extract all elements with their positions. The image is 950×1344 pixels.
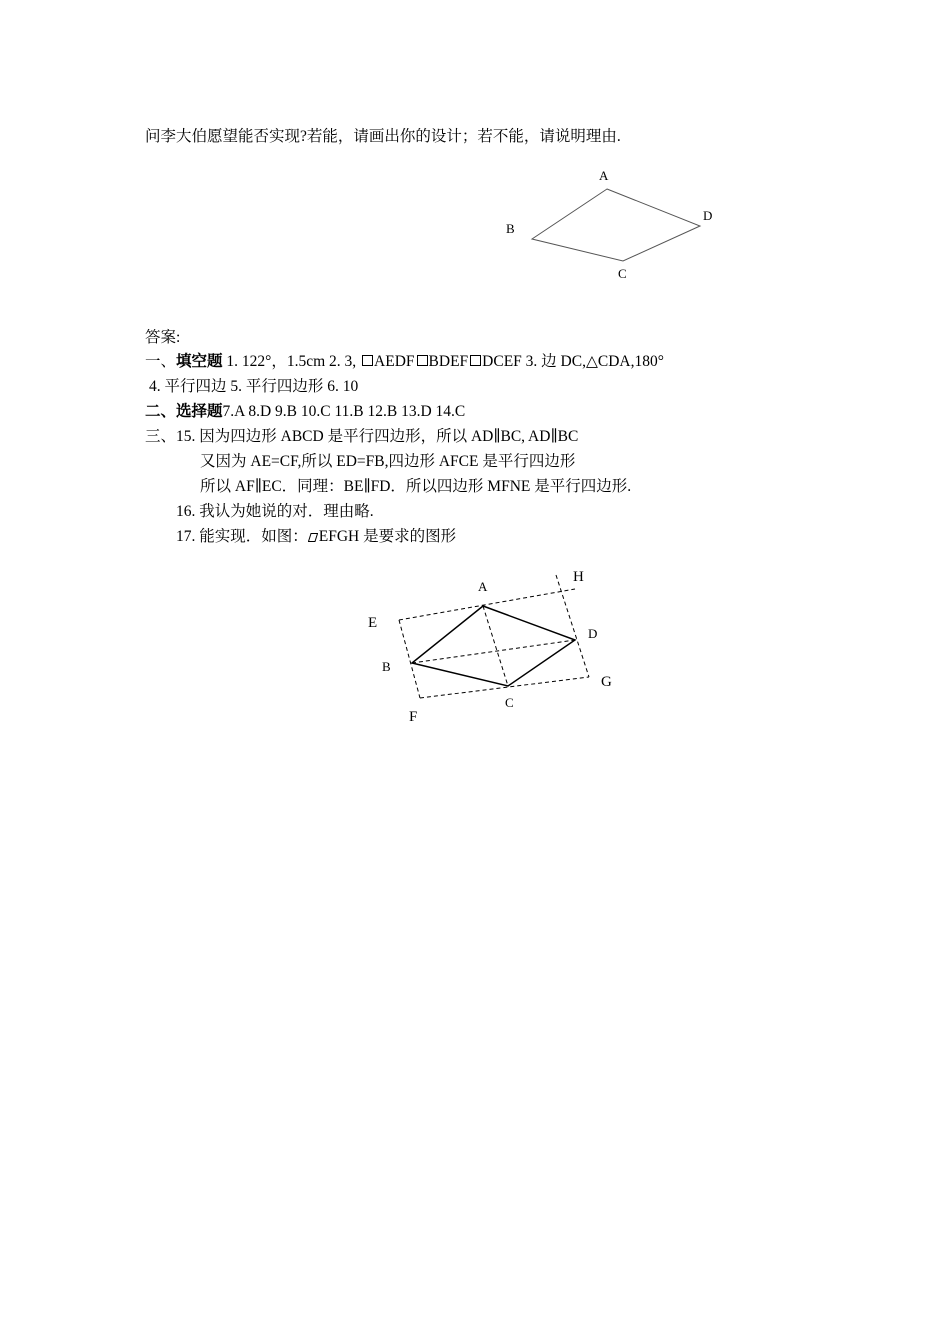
parallelogram-icon xyxy=(308,533,318,542)
construction-figure xyxy=(360,560,630,730)
parallelogram-symbol xyxy=(417,355,428,366)
quadrilateral-figure xyxy=(495,160,725,290)
parallelogram-bdef: BDEF xyxy=(428,353,469,370)
label-c: C xyxy=(505,695,514,710)
answer-15-line-3: 所以 AF∥EC．同理：BE∥FD．所以四边形 MFNE 是平行四边形. xyxy=(200,478,632,495)
vertex-label-d: D xyxy=(703,208,713,223)
quadrilateral-outline xyxy=(532,189,700,261)
answer-17-rest: EFGH 是要求的图形 xyxy=(318,528,457,545)
parallelogram-symbol xyxy=(362,355,373,366)
label-b: B xyxy=(382,659,391,674)
answer-15-line-2: 又因为 AE=CF,所以 ED=FB,四边形 AFCE 是平行四边形 xyxy=(200,453,576,470)
label-f: F xyxy=(409,709,418,725)
label-g: G xyxy=(601,674,612,690)
answer-section-1-line-2: 4. 平行四边 5. 平行四边形 6. 10 xyxy=(149,378,359,395)
section-2-text: 7.A 8.D 9.B 10.C 11.B 12.B 13.D 14.C xyxy=(222,403,466,420)
answer-section-2 xyxy=(145,402,465,422)
parallelogram-aedf: AEDF xyxy=(374,353,415,370)
vertex-label-c: C xyxy=(618,266,627,281)
answer-16: 16. 我认为她说的对．理由略. xyxy=(176,503,374,520)
answer-15-line-1: 三、15. 因为四边形 ABCD 是平行四边形，所以 AD∥BC, AD∥BC xyxy=(145,428,579,445)
section-1-prefix: 一、 xyxy=(145,353,177,370)
answer-17 xyxy=(176,527,456,547)
section-1-title: 填空题 xyxy=(176,353,223,370)
parallelogram-symbol xyxy=(470,355,481,366)
label-a: A xyxy=(478,579,488,594)
efgh-dashed-outline xyxy=(399,575,589,698)
vertex-label-b: B xyxy=(506,221,515,236)
section-1-text-a: 1. 122°，1.5cm 2. 3, xyxy=(222,353,361,370)
answer-17-prefix: 17. 能实现．如图： xyxy=(176,528,308,545)
label-h: H xyxy=(573,569,584,585)
label-e: E xyxy=(368,615,378,631)
question-text: 问李大伯愿望能否实现?若能，请画出你的设计；若不能，请说明理由. xyxy=(145,128,621,145)
abcd-outline xyxy=(412,606,575,686)
parallelogram-dcef: DCEF xyxy=(482,353,522,370)
section-1-text-b: 3. 边 DC,△CDA,180° xyxy=(521,353,664,370)
vertex-label-a: A xyxy=(599,168,609,183)
section-2-title: 二、选择题 xyxy=(145,403,223,420)
label-d: D xyxy=(588,626,598,641)
inner-dashed-lines xyxy=(412,606,575,686)
answers-heading: 答案: xyxy=(145,329,181,346)
answer-section-1 xyxy=(145,352,664,372)
